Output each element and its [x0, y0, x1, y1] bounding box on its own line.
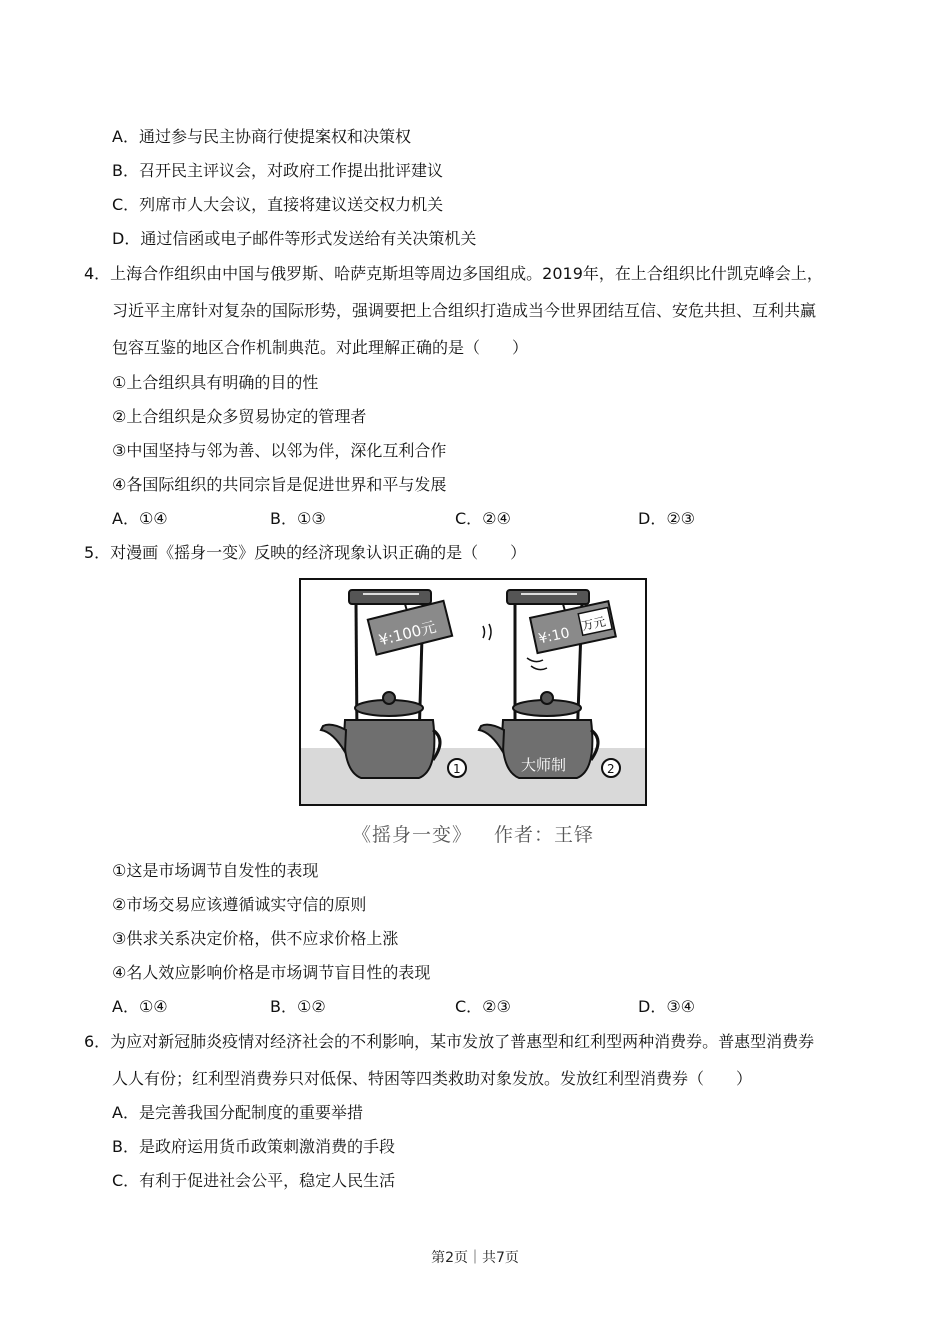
q4-statement-4: ④各国际组织的共同宗旨是促进世界和平与发展 [112, 475, 447, 494]
q4-stem-line-2: 习近平主席针对复杂的国际形势，强调要把上合组织打造成当今世界团结互信、安危共担、互利共赢 [112, 301, 817, 320]
q5-choice-c: C．②③ [455, 997, 511, 1016]
q5-statement-1: ①这是市场调节自发性的表现 [112, 861, 319, 880]
q4-statement-1: ①上合组织具有明确的目的性 [112, 373, 319, 392]
q4-statement-2: ②上合组织是众多贸易协定的管理者 [112, 407, 367, 426]
cartoon-caption-title: 《摇身一变》 [352, 824, 473, 846]
q4-stem-line-3: 包容互鉴的地区合作机制典范。对此理解正确的是（ ） [112, 338, 529, 357]
q5-statement-3: ③供求关系决定价格，供不应求价格上涨 [112, 929, 399, 948]
marker-2-text: 2 [607, 762, 615, 776]
q6-stem-line-2: 人人有份；红利型消费券只对低保、特困等四类救助对象发放。发放红利型消费券（ ） [112, 1069, 753, 1088]
price-tag-1-text: ¥:100元 [376, 617, 438, 650]
q4-choice-c: C．②④ [455, 509, 511, 528]
q5-statement-4: ④名人效应影响价格是市场调节盲目性的表现 [112, 963, 431, 982]
cartoon-figure [299, 578, 647, 806]
price-tag-2-boxed-text: 万元 [580, 614, 607, 634]
price-tag-2-text: ¥:10 [537, 625, 572, 648]
q3-option-c: C．列席市人大会议，直接将建议送交权力机关 [112, 195, 444, 214]
q6-stem-line-1: 6．为应对新冠肺炎疫情对经济社会的不利影响，某市发放了普惠型和红利型两种消费券。普惠型消费券 [84, 1032, 815, 1051]
cartoon-caption [352, 820, 612, 847]
q4-statement-3: ③中国坚持与邻为善、以邻为伴，深化互利合作 [112, 441, 447, 460]
q5-choice-a: A．①④ [112, 997, 168, 1016]
q4-choice-b: B．①③ [270, 509, 326, 528]
q4-choice-a: A．①④ [112, 509, 168, 528]
q3-option-d: D．通过信函或电子邮件等形式发送给有关决策机关 [112, 229, 477, 248]
marker-1-text: 1 [453, 762, 461, 776]
q6-option-a: A．是完善我国分配制度的重要举措 [112, 1103, 363, 1122]
q4-choice-d: D．②③ [638, 509, 696, 528]
q5-choice-d: D．③④ [638, 997, 696, 1016]
pot-label: 大师制 [521, 756, 567, 774]
q5-stem: 5．对漫画《摇身一变》反映的经济现象认识正确的是（ ） [84, 543, 527, 562]
q3-option-a: A．通过参与民主协商行使提案权和决策权 [112, 127, 411, 146]
q6-option-c: C．有利于促进社会公平，稳定人民生活 [112, 1171, 396, 1190]
q5-statement-2: ②市场交易应该遵循诚实守信的原则 [112, 895, 367, 914]
page-footer: 第2页｜共7页 [431, 1250, 519, 1266]
cartoon-illustration [301, 580, 645, 804]
cartoon-caption-author: 作者：王铎 [494, 824, 595, 846]
q5-choice-b: B．①② [270, 997, 326, 1016]
q3-option-b: B．召开民主评议会，对政府工作提出批评建议 [112, 161, 443, 180]
q4-stem-line-1: 4．上海合作组织由中国与俄罗斯、哈萨克斯坦等周边多国组成。2019年，在上合组织比什凯克峰会上， [84, 264, 823, 283]
q6-option-b: B．是政府运用货币政策刺激消费的手段 [112, 1137, 395, 1156]
